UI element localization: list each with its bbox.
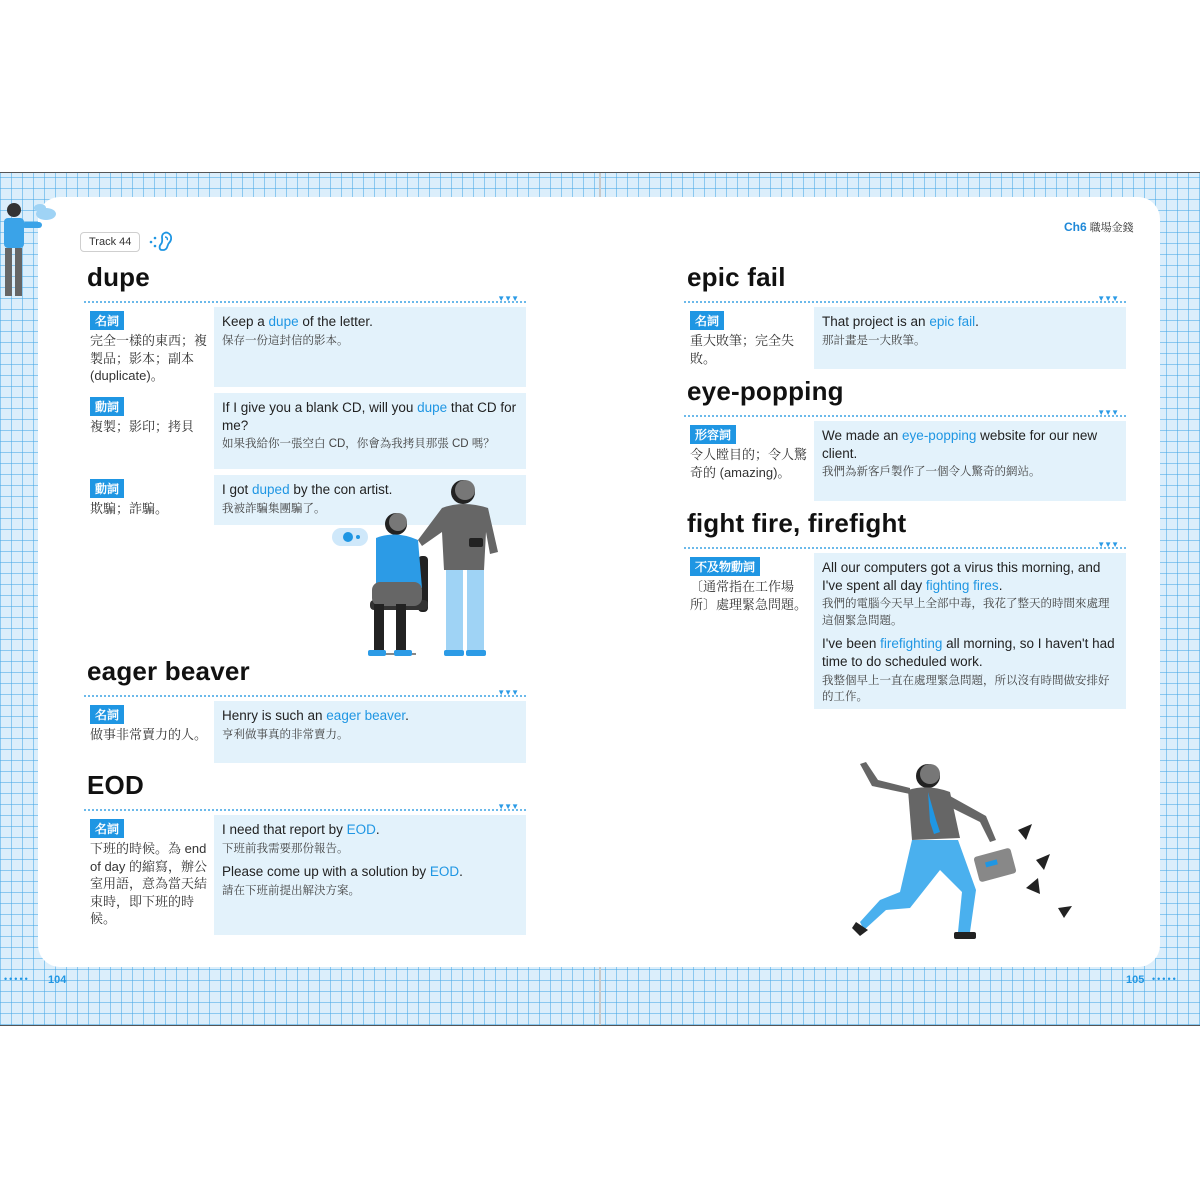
pos-tag: 名詞 xyxy=(90,311,124,330)
entry-epic-fail xyxy=(684,262,1126,375)
chapter-header xyxy=(1064,219,1134,235)
definition: 下班的時候。為 end of day 的縮寫，辦公室用語，意為當天結束時，即下班的時候。 xyxy=(90,841,208,927)
office-people-illustration xyxy=(330,470,530,665)
example-zh: 我們為新客戶製作了一個令人驚奇的網站。 xyxy=(822,466,1041,479)
entry-eod xyxy=(84,770,526,941)
page-dots-left: ••••• xyxy=(4,974,30,984)
headword: fight fire, firefight xyxy=(687,508,907,538)
definition: 完全一樣的東西；複製品；影本；副本 (duplicate)。 xyxy=(90,333,208,384)
example-zh: 如果我給你一張空白 CD，你會為我拷貝那張 CD 嗎？ xyxy=(222,438,495,451)
pos-tag: 名詞 xyxy=(90,705,124,724)
ear-icon xyxy=(148,230,174,254)
example-box xyxy=(814,307,1126,369)
example-box xyxy=(214,307,526,387)
example-box xyxy=(814,553,1126,709)
headword: epic fail xyxy=(687,262,786,292)
page-number-right: 105 xyxy=(1126,974,1145,986)
chapter-code: Ch6 xyxy=(1064,220,1087,234)
track-indicator xyxy=(80,230,174,254)
sense xyxy=(684,307,1126,369)
pos-tag: 名詞 xyxy=(690,311,724,330)
page-dots-right: ••••• xyxy=(1152,974,1178,984)
example-zh: 我整個早上一直在處理緊急問題，所以沒有時間做安排好的工作。 xyxy=(822,674,1110,704)
definition: 欺騙；詐騙。 xyxy=(90,501,169,516)
pos-tag: 形容詞 xyxy=(690,425,736,444)
example-zh: 我們的電腦今天早上全部中毒，我花了整天的時間來處理這個緊急問題。 xyxy=(822,598,1110,627)
example-zh: 我被詐騙集團騙了。 xyxy=(222,502,326,515)
pos-tag: 不及物動詞 xyxy=(690,557,760,576)
example-zh: 亨利做事真的非常賣力。 xyxy=(222,728,349,741)
example-en: That project is an epic fail. xyxy=(822,314,979,329)
sense xyxy=(84,393,526,469)
example-box xyxy=(214,815,526,935)
entry-divider xyxy=(684,294,1126,303)
definition: 令人瞠目的；令人驚奇的 (amazing)。 xyxy=(690,447,808,480)
page-number-left: 104 xyxy=(48,974,67,986)
example-box xyxy=(814,421,1126,501)
example-en: Keep a dupe of the letter. xyxy=(222,314,373,329)
example-box xyxy=(214,701,526,763)
entry-divider xyxy=(684,408,1126,417)
track-label: Track 44 xyxy=(80,232,140,252)
headword: eager beaver xyxy=(87,656,250,686)
chapter-name: 職場金錢 xyxy=(1089,222,1134,234)
entry-divider xyxy=(84,294,526,303)
example-box xyxy=(214,393,526,469)
triangle-arrows-icon: ▼▼▼ xyxy=(1097,408,1118,417)
entry-eye-popping xyxy=(684,376,1126,507)
headword: EOD xyxy=(87,770,144,800)
entry-divider xyxy=(84,688,526,697)
sense xyxy=(84,307,526,387)
example-en: Henry is such an eager beaver. xyxy=(222,708,409,723)
triangle-arrows-icon: ▼▼▼ xyxy=(1097,540,1118,549)
example-en: I got duped by the con artist. xyxy=(222,482,393,497)
example-en: I need that report by EOD. xyxy=(222,822,380,837)
entry-divider xyxy=(684,540,1126,549)
running-man-illustration xyxy=(850,760,1090,950)
entry-eager-beaver xyxy=(84,656,526,769)
corner-person-illustration xyxy=(0,198,60,302)
triangle-arrows-icon: ▼▼▼ xyxy=(1097,294,1118,303)
triangle-arrows-icon: ▼▼▼ xyxy=(497,294,518,303)
entry-fight-fire xyxy=(684,508,1126,715)
example-en: Please come up with a solution by EOD. xyxy=(222,864,463,880)
pos-tag: 動詞 xyxy=(90,397,124,416)
example-en: We made an eye-popping website for our new client. xyxy=(822,428,1098,461)
example-zh: 那計畫是一大敗筆。 xyxy=(822,334,926,347)
definition: 做事非常賣力的人。 xyxy=(90,727,208,742)
definition: 重大敗筆；完全失敗。 xyxy=(690,333,795,366)
sense xyxy=(684,421,1126,501)
example-en: If I give you a blank CD, will you dupe that CD for me? xyxy=(222,400,517,433)
example-en: All our computers got a virus this morning, and I've spent all day fighting fires. xyxy=(822,560,1101,593)
entry-divider xyxy=(84,802,526,811)
example-zh: 請在下班前提出解決方案。 xyxy=(222,884,360,897)
sense xyxy=(84,815,526,935)
pos-tag: 名詞 xyxy=(90,819,124,838)
sense xyxy=(684,553,1126,709)
definition: 〔通常指在工作場所〕處理緊急問題。 xyxy=(690,579,808,612)
pos-tag: 動詞 xyxy=(90,479,124,498)
definition: 複製；影印；拷貝 xyxy=(90,419,195,434)
triangle-arrows-icon: ▼▼▼ xyxy=(497,688,518,697)
example-zh: 下班前我需要那份報告。 xyxy=(222,842,349,855)
headword: dupe xyxy=(87,262,150,292)
sense xyxy=(84,701,526,763)
headword: eye-popping xyxy=(687,376,844,406)
example-en: I've been firefighting all morning, so I haven't had time to do scheduled work. xyxy=(822,636,1115,669)
triangle-arrows-icon: ▼▼▼ xyxy=(497,802,518,811)
example-zh: 保存一份這封信的影本。 xyxy=(222,334,349,347)
